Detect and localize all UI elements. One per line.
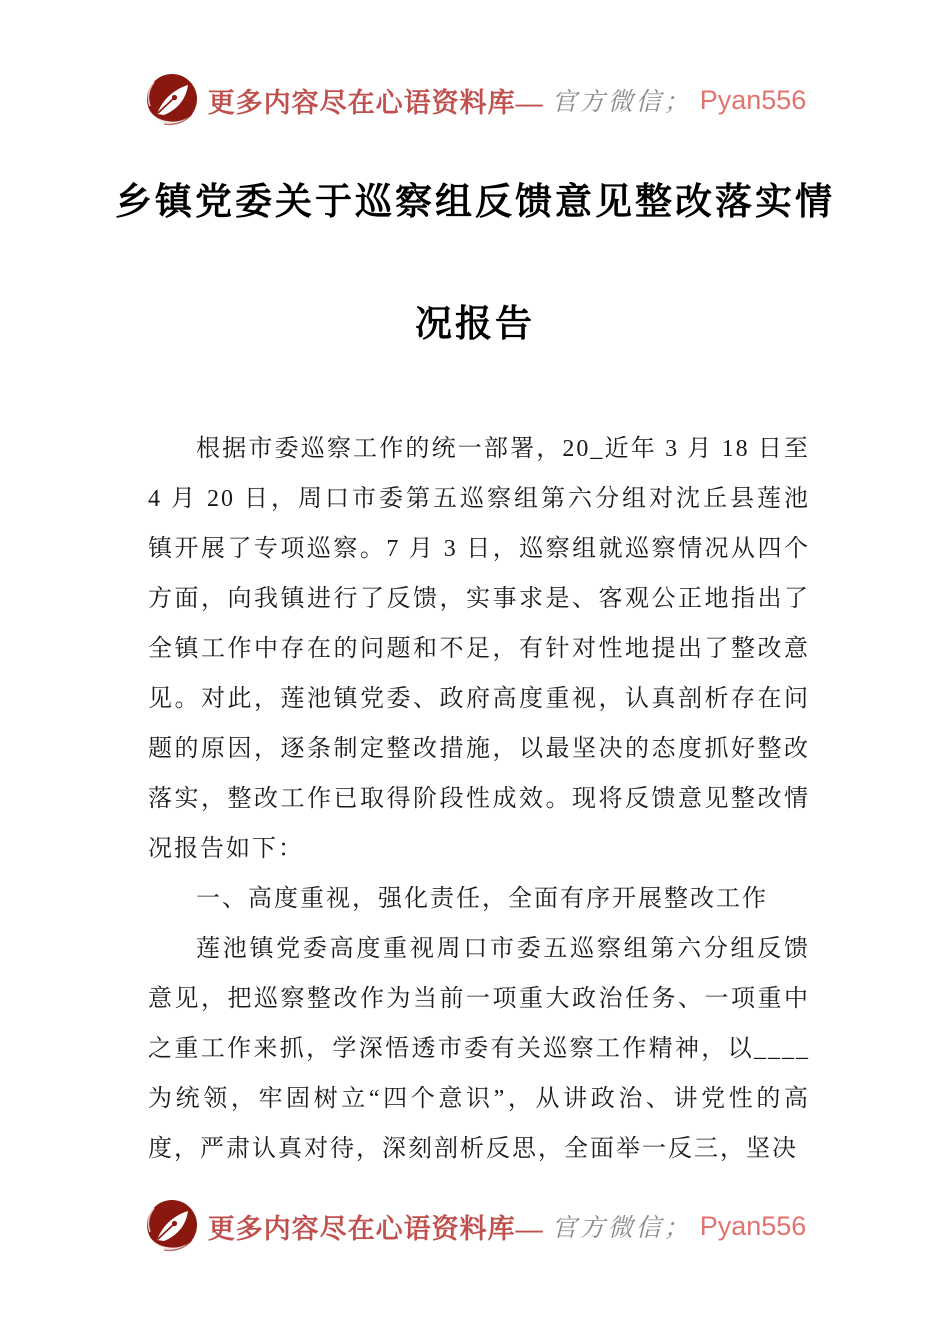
document-title-line2: 况报告 bbox=[415, 304, 535, 345]
footer-branding bbox=[0, 1198, 950, 1254]
header-wechat-label: 官方微信； bbox=[551, 89, 692, 116]
pen-seal-logo-icon bbox=[144, 1198, 200, 1254]
document-title-line1: 乡镇党委关于巡察组反馈意见整改落实情 bbox=[115, 182, 835, 223]
paragraph-section-body: 莲池镇党委高度重视周口市委五巡察组第六分组反馈意见，把巡察整改作为当前一项重大政治任务、一项重中之重工作来抓，学深悟透市委有关巡察工作精神，以____为统领，牢固树立“四个意识”，从讲政治、讲党性的高度，严肃认真对待，深刻剖析反思，全面举一反三，坚决 bbox=[148, 936, 810, 1162]
footer-brand-text: 更多内容尽在心语资料库— bbox=[207, 1213, 544, 1244]
header-wechat-id: Pyan556 bbox=[699, 84, 807, 115]
document-title bbox=[75, 142, 875, 386]
header-brand-text: 更多内容尽在心语资料库— bbox=[207, 87, 544, 118]
header-branding bbox=[0, 72, 950, 128]
footer-wechat-label: 官方微信； bbox=[551, 1215, 692, 1242]
pen-seal-logo-icon bbox=[144, 72, 200, 128]
paragraph-section-heading: 一、高度重视，强化责任，全面有序开展整改工作 bbox=[196, 886, 768, 912]
paragraph-intro: 根据市委巡察工作的统一部署，20_近年 3 月 18 日至 4 月 20 日，周口市委第五巡察组第六分组对沈丘县莲池镇开展了专项巡察。7 月 3 日，巡察组就巡察情况从四个方面，向我镇进行了反馈，实事求是、客观公正地指出了全镇工作中存在的问题和不足，有针对性地提出了整改意见。对此，莲池镇党委、政府高度重视，认真剖析存在问题的原因，逐条制定整改措施，以最坚决的态度抓好整改落实，整改工作已取得阶段性成效。现将反馈意见整改情况报告如下： bbox=[148, 436, 810, 862]
footer-wechat-id: Pyan556 bbox=[699, 1210, 807, 1241]
document-body bbox=[148, 424, 810, 1174]
